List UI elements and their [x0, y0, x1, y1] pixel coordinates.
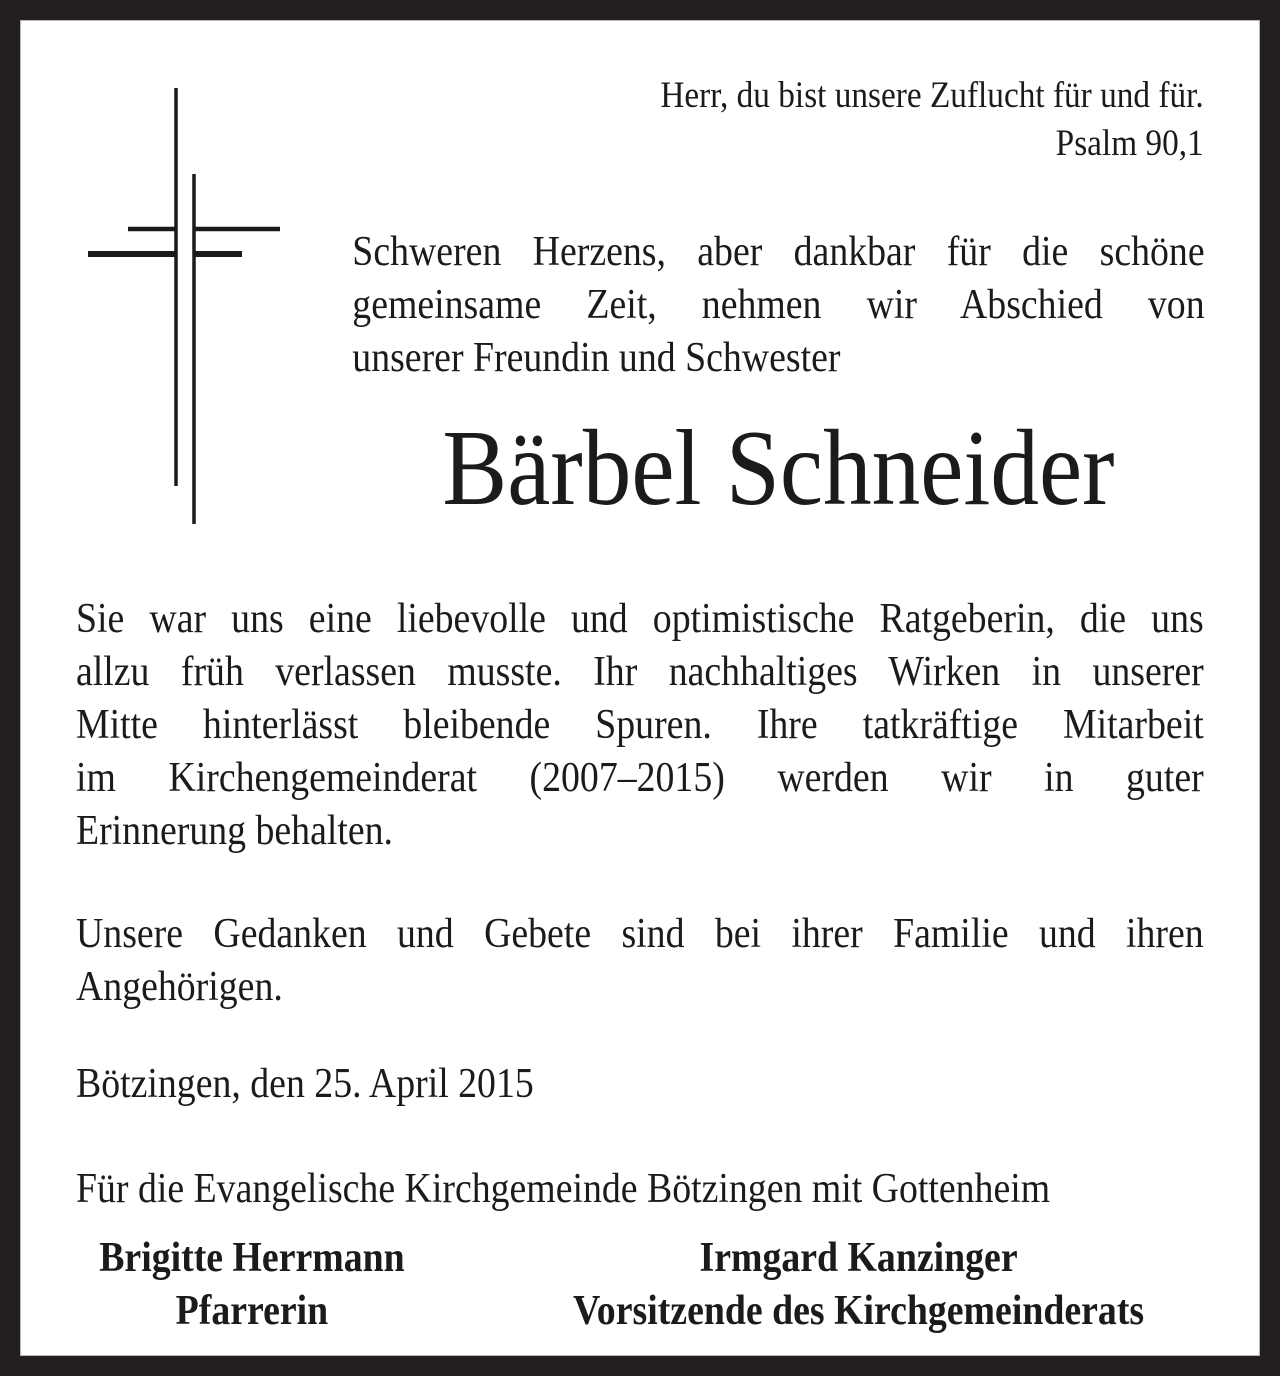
obituary-line: Erinnerung behalten.	[76, 808, 393, 855]
signatory-name: Brigitte Herrmann	[99, 1235, 405, 1282]
signatory-name: Irmgard Kanzinger	[699, 1235, 1018, 1282]
obituary-content	[20, 20, 1260, 1338]
condolence-paragraph	[76, 908, 1204, 1014]
signature-right	[513, 1232, 1203, 1338]
intro-line: unserer Freundin und Schwester	[352, 335, 841, 381]
obituary-notice-paper	[20, 20, 1260, 1356]
scripture-reference: Psalm 90,1	[1055, 123, 1204, 164]
condolence-line: Unsere Gedanken und Gebete sind bei ihrer Familie und ihren	[76, 911, 1204, 958]
deceased-name: Bärbel Schneider	[442, 409, 1115, 528]
obituary-line: Sie war uns eine liebevolle und optimistische Ratgeberin, die uns	[76, 596, 1204, 643]
signatory-role: Pfarrerin	[175, 1288, 329, 1335]
intro-line: Schweren Herzens, aber dankbar für die schöne	[352, 229, 1205, 275]
intro-line: gemeinsame Zeit, nehmen wir Abschied von	[352, 282, 1205, 328]
obituary-line: Mitte hinterlässt bleibende Spuren. Ihre tatkräftige Mitarbeit	[76, 702, 1204, 749]
obituary-line: im Kirchengemeinderat (2007–2015) werden wir in guter	[76, 755, 1204, 802]
signature-block	[76, 1232, 1204, 1338]
organization-line: Für die Evangelische Kirchgemeinde Bötzingen mit Gottenheim	[76, 1166, 1051, 1213]
signature-left	[76, 1232, 428, 1338]
obituary-paragraph	[76, 593, 1204, 858]
condolence-line: Angehörigen.	[76, 964, 283, 1011]
scripture-quote: Herr, du bist unsere Zuflucht für und für.	[660, 75, 1204, 116]
intro-text	[352, 226, 1204, 385]
scripture-block	[76, 72, 1204, 168]
dateline: Bötzingen, den 25. April 2015	[76, 1061, 534, 1108]
obituary-line: allzu früh verlassen musste. Ihr nachhaltiges Wirken in unserer	[76, 649, 1204, 696]
signatory-role: Vorsitzende des Kirchgemeinderats	[572, 1288, 1145, 1335]
